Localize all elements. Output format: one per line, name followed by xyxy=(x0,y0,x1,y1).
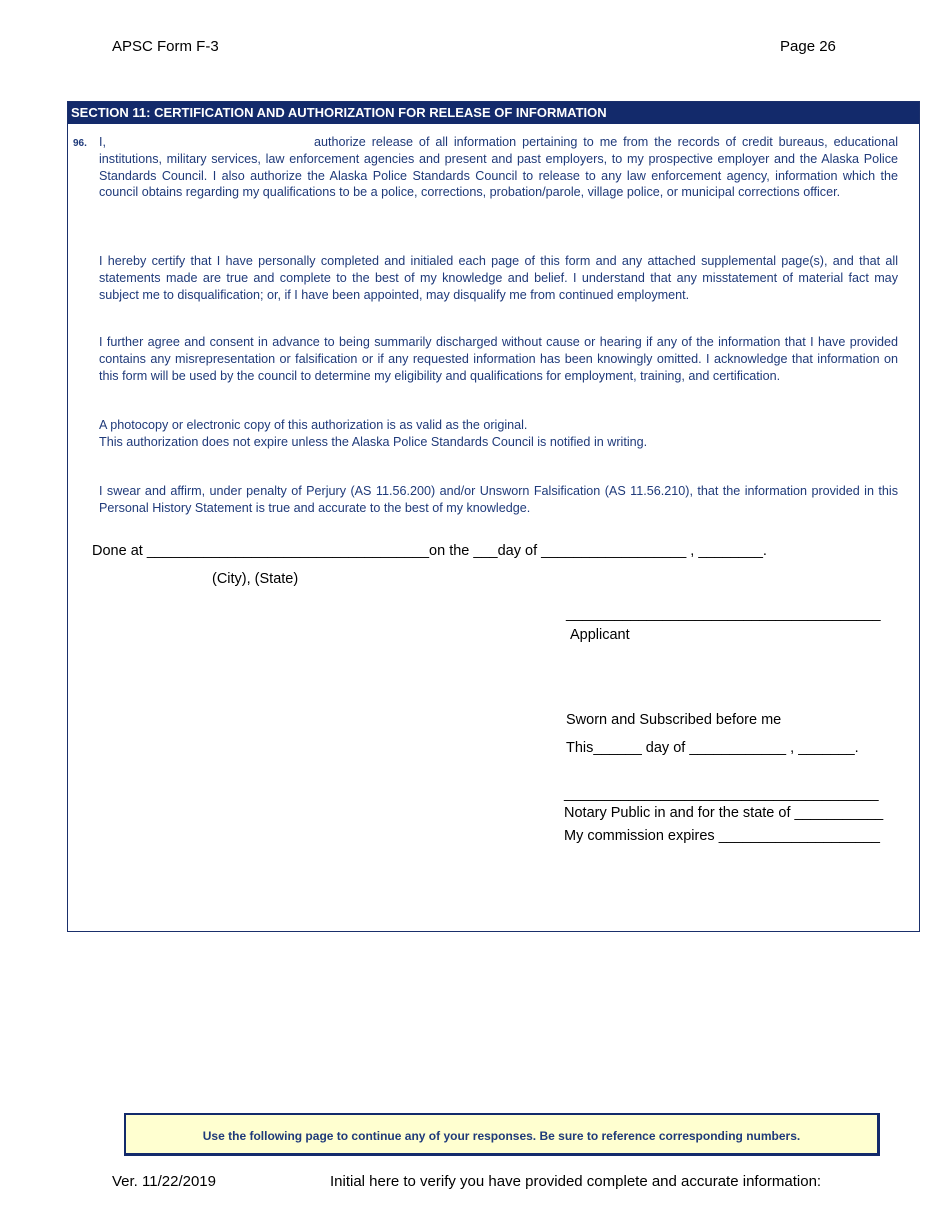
form-name: APSC Form F-3 xyxy=(112,38,219,55)
item-number: 96. xyxy=(73,138,87,149)
initial-here-text: Initial here to verify you have provided complete and accurate information: xyxy=(330,1173,822,1190)
authorization-paragraph xyxy=(99,134,898,201)
certification-paragraph: I hereby certify that I have personally completed and initialed each page of this form and any attached supplemental page(s), and that all statements made are true and complete to the best of my knowledge and belief. I understand that any misstatement of material fact may subject me to disqualification; or, if I have been appointed, may disqualify me from continued employment. xyxy=(99,254,898,302)
city-state-label: (City), (State) xyxy=(212,571,299,587)
version-label: Ver. 11/22/2019 xyxy=(112,1173,216,1190)
sworn-text: Sworn and Subscribed before me xyxy=(566,712,782,728)
perjury-paragraph: I swear and affirm, under penalty of Perjury (AS 11.56.200) and/or Unsworn Falsification (AS 11.56.210), that the information provided in this Personal History Statement is true and accurate to the best of my knowledge. xyxy=(99,484,898,515)
authorization-text: authorize release of all information pertaining to me from the records of credit bureaus, educational institutions, military services, law enforcement agencies and present and past employers, to my prospective employer and the Alaska Police Standards Council. I also authorize the Alaska Police Standards Council to release to any law enforcement agency, information which the council obtains regarding my qualifications to be a police, corrections, probation/parole, village police, or municipal corrections officer. xyxy=(99,135,898,200)
this-day-line[interactable]: This______ day of ____________ , _______. xyxy=(566,740,859,756)
section-title: SECTION 11: CERTIFICATION AND AUTHORIZATION FOR RELEASE OF INFORMATION xyxy=(68,102,919,124)
item-prefix: I, xyxy=(99,135,106,149)
notary-state-line[interactable]: Notary Public in and for the state of ___________ xyxy=(564,805,884,821)
page-number: Page 26 xyxy=(780,38,836,55)
applicant-signature-line[interactable]: _______________________________________ xyxy=(566,606,881,622)
copy-validity-line-2: This authorization does not expire unless the Alaska Police Standards Council is notified in writing. xyxy=(99,434,648,449)
copy-validity-paragraph xyxy=(99,417,898,451)
commission-expires-line[interactable]: My commission expires ____________________ xyxy=(564,828,880,844)
applicant-label: Applicant xyxy=(570,627,630,643)
continuation-notice: Use the following page to continue any of your responses. Be sure to reference corresponding numbers. xyxy=(124,1113,880,1156)
notary-signature-line[interactable]: _______________________________________ xyxy=(564,786,879,802)
consent-paragraph: I further agree and consent in advance to being summarily discharged without cause or hearing if any of the information that I have provided contains any misrepresentation or falsification or if any requested information has been knowingly omitted. I acknowledge that information on this form will be used by the council to determine my eligibility and qualifications for employment, training, and certification. xyxy=(99,335,898,383)
section-11-box xyxy=(67,101,920,932)
done-at-line[interactable]: Done at ___________________________________on the ___day of __________________ , ________. xyxy=(92,543,767,559)
copy-validity-line-1: A photocopy or electronic copy of this authorization is as valid as the original. xyxy=(99,418,528,432)
